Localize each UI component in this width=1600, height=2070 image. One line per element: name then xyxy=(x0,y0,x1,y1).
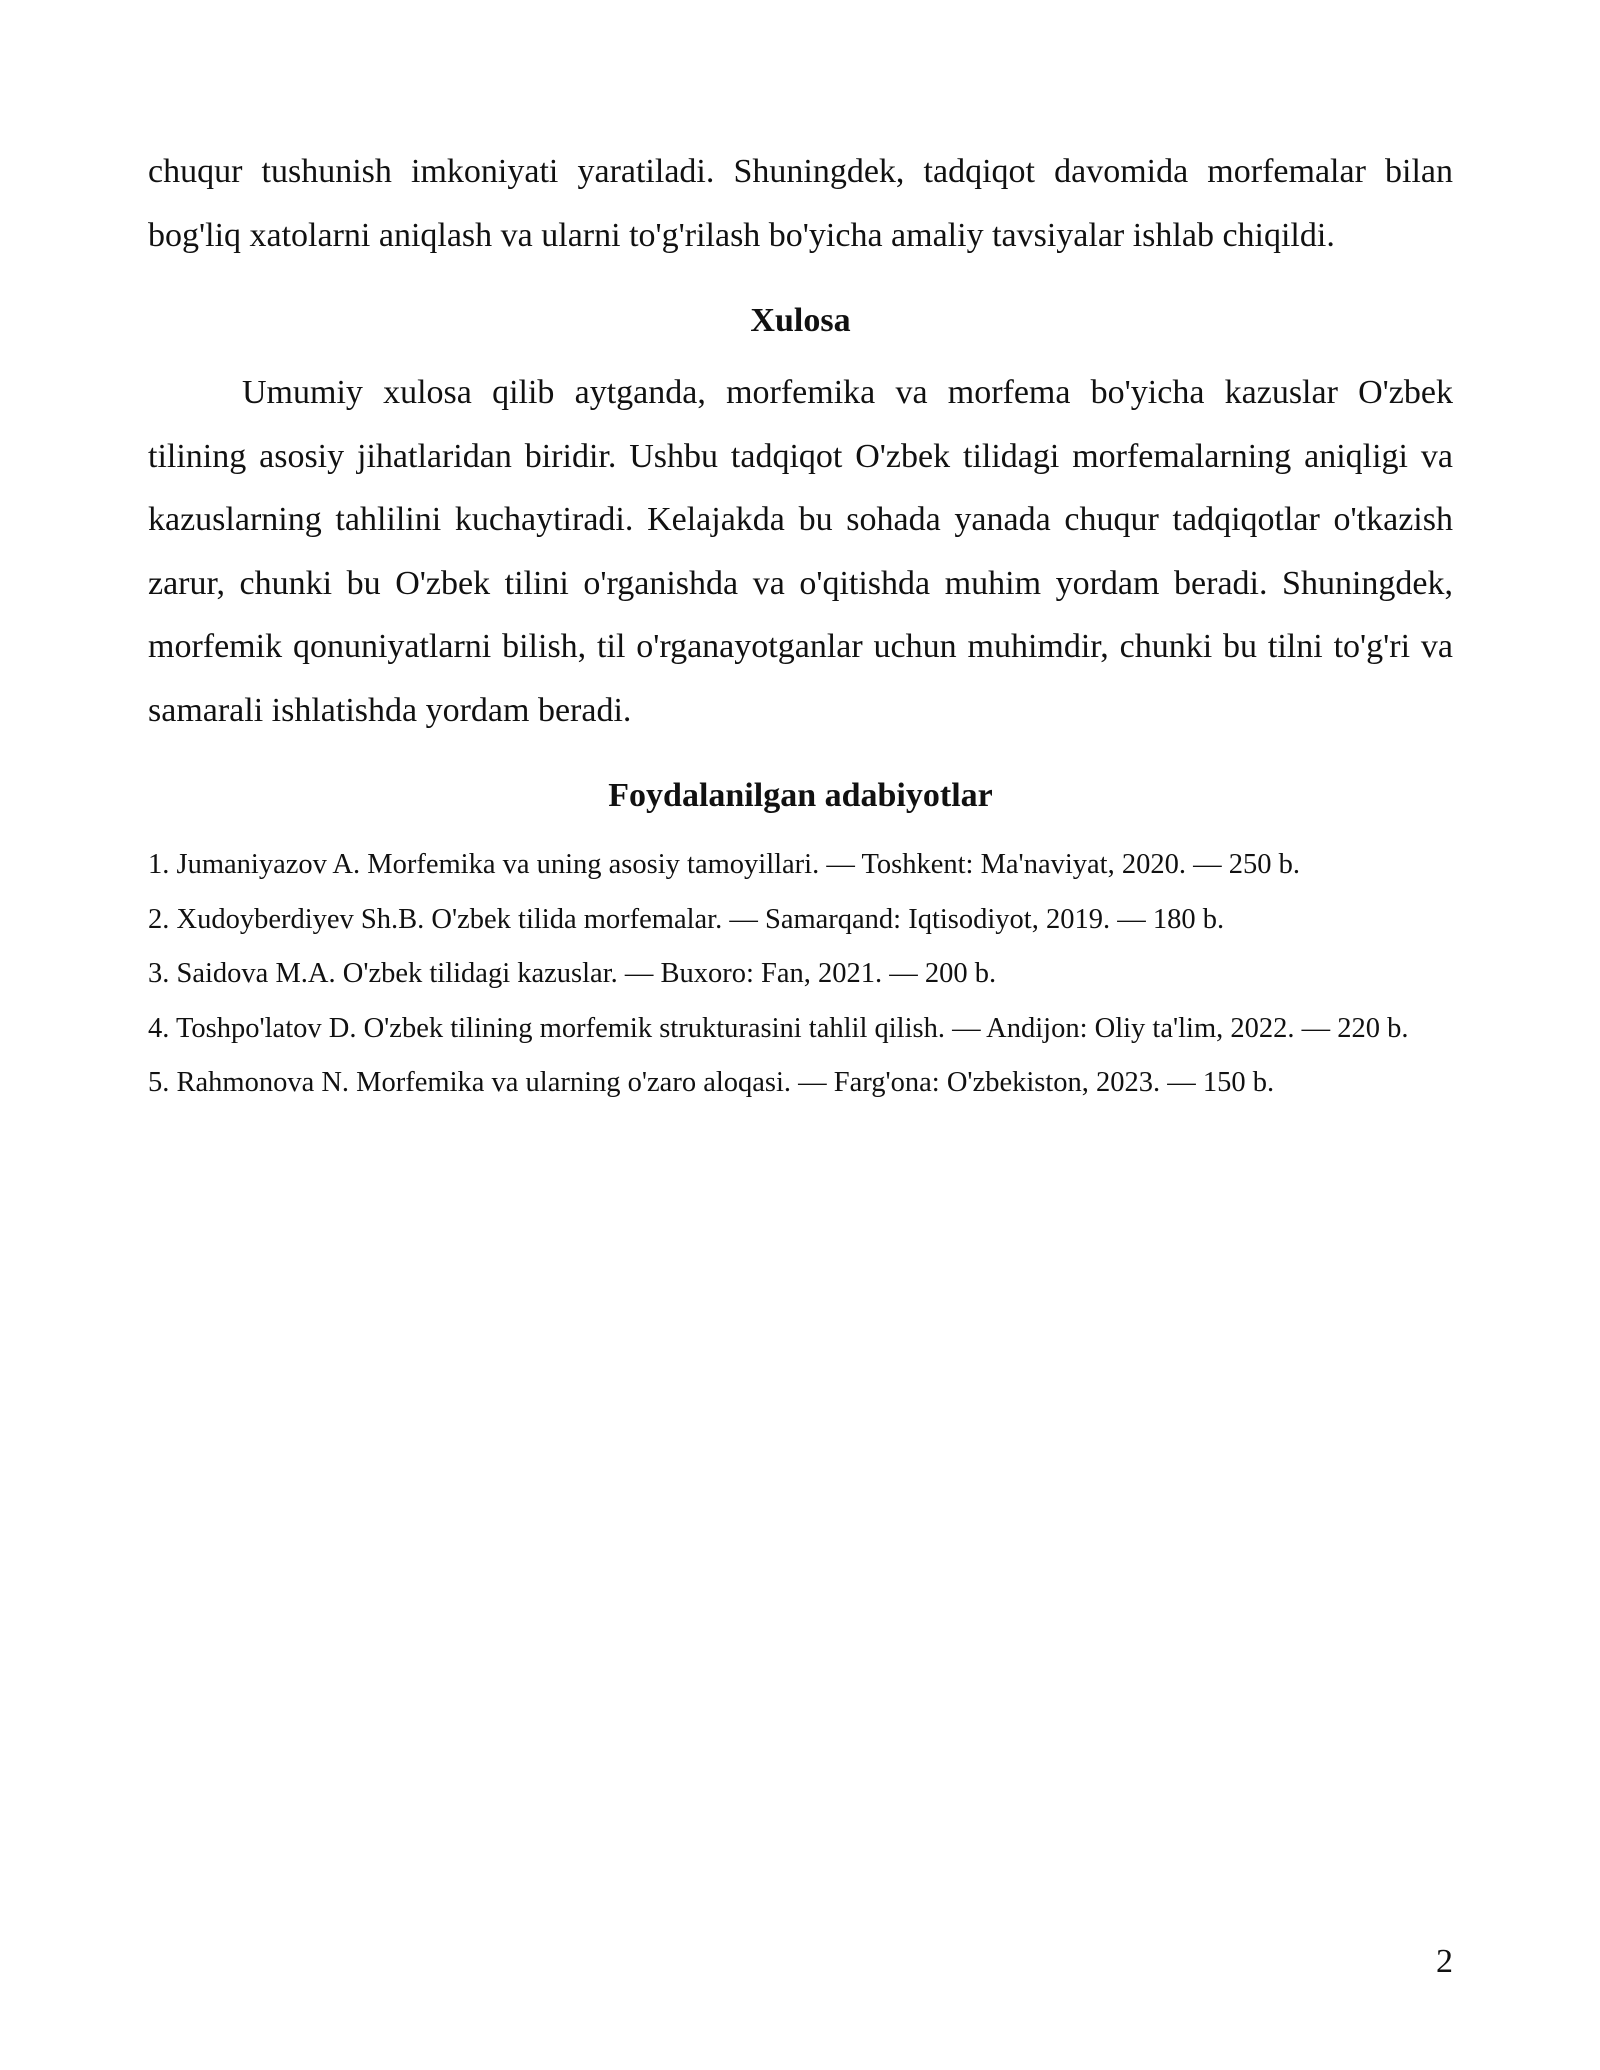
page-number: 2 xyxy=(1436,1943,1453,1980)
reference-item: 3. Saidova M.A. O'zbek tilidagi kazuslar. — Buxoro: Fan, 2021. — 200 b. xyxy=(148,958,997,989)
page-content xyxy=(148,140,1453,1111)
reference-item: 4. Toshpo'latov D. O'zbek tilining morfemik strukturasini tahlil qilish. — Andijon: Oliy ta'lim, 2022. — 220 b. xyxy=(148,1012,1409,1044)
conclusion-paragraph: Umumiy xulosa qilib aytganda, morfemika va morfema bo'yicha kazuslar O'zbek tilining asosiy jihatlaridan biridir. Ushbu tadqiqot O'zbek tilidagi morfemalarning aniqligi va kazuslarning tahlilini kuchaytiradi. Kelajakda bu sohada yanada chuqur tadqiqotlar o'tkazish zarur, chunki bu O'zbek tilini o'rganishda va o'qitishda muhim yordam beradi. Shuningdek, morfemik qonuniyatlarni bilish, til o'rganayotganlar uchun muhimdir, chunki bu tilni to'g'ri va samarali ishlatishda yordam beradi. xyxy=(148,374,1453,729)
intro-continuation-paragraph: chuqur tushunish imkoniyati yaratiladi. Shuningdek, tadqiqot davomida morfemalar bilan bog'liq xatolarni aniqlash va ularni to'g'rilash bo'yicha amaliy tavsiyalar ishlab chiqildi. xyxy=(148,153,1453,254)
conclusion-heading: Xulosa xyxy=(750,302,851,339)
reference-item: 2. Xudoyberdiyev Sh.B. O'zbek tilida morfemalar. — Samarqand: Iqtisodiyot, 2019. — 180 b. xyxy=(148,903,1225,935)
references-heading: Foydalanilgan adabiyotlar xyxy=(608,777,993,814)
references-list xyxy=(148,838,1453,1111)
reference-item: 5. Rahmonova N. Morfemika va ularning o'zaro aloqasi. — Farg'ona: O'zbekiston, 2023. — 150 b. xyxy=(148,1067,1275,1098)
reference-item: 1. Jumaniyazov A. Morfemika va uning asosiy tamoyillari. — Toshkent: Ma'naviyat, 2020. — 250 b. xyxy=(148,849,1300,880)
